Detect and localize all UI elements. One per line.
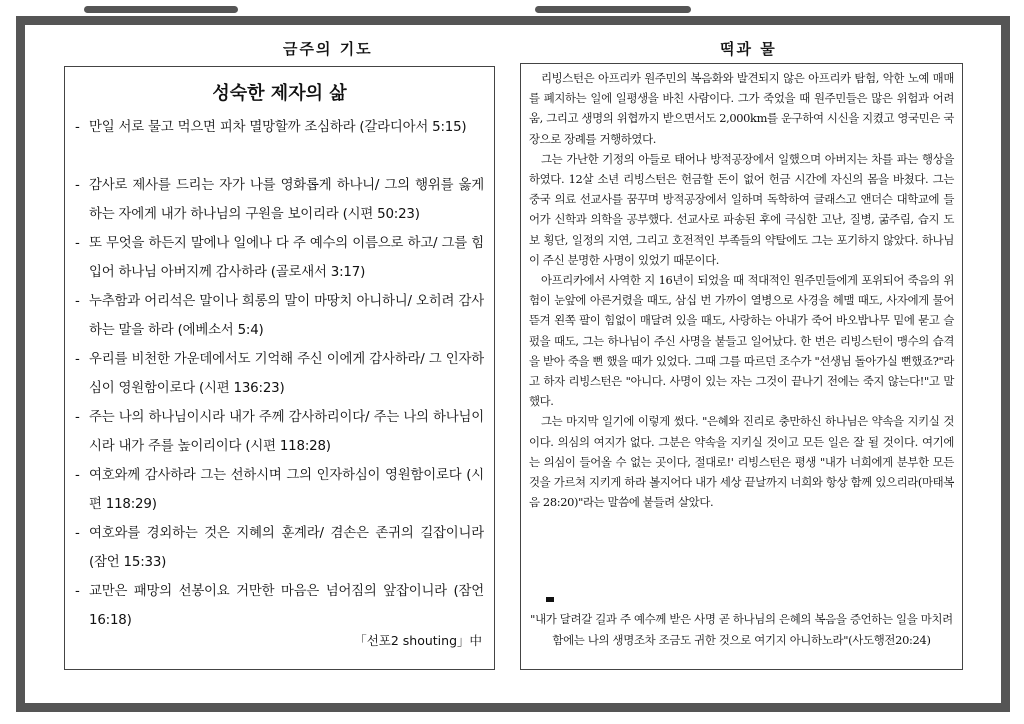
verse-item <box>75 345 484 403</box>
article-paragraph: 그는 마지막 일기에 이렇게 썼다. "은혜와 진리로 충만하신 하나님은 약속을 지키실 것이다. 의심의 여지가 없다. 그분은 약속을 지키실 것이고 모든 일은 잘 될 것이다. 여기에는 의심이 들어올 수 없는 곳이다, 절대로!' 리빙스턴은 평생 "내가 너희에게 분부한 모든 것을 가르쳐 지키게 하라 볼지어다 내가 세상 끝날까지 너희와 항상 함께 있으리라(마태복음 28:20)"라는 말씀에 붙들려 살았다. <box>529 414 954 510</box>
verse-text: 교만은 패망의 선봉이요 거만한 마음은 넘어짐의 앞잡이니라 (잠언 16:18) <box>89 584 484 628</box>
bullet-dash: - <box>75 178 80 193</box>
closing-quote: "내가 달려갈 길과 주 예수께 받은 사명 곧 하나님의 은혜의 복음을 증언하는 일을 마치려 함에는 나의 생명조차 조금도 귀한 것으로 여기지 아니하노라"(사도행전20:24) <box>530 612 953 647</box>
verse-item <box>75 461 484 519</box>
quote-marker <box>546 597 554 602</box>
verse-item <box>75 403 484 461</box>
verse-item <box>75 519 484 577</box>
left-header-title: 금주의 기도 <box>283 40 373 58</box>
verse-list <box>75 113 484 635</box>
article-paragraph: 리빙스턴은 아프리카 원주민의 복음화와 발견되지 않은 아프리카 탐험, 악한 노예 매매를 폐지하는 일에 일평생을 바친 사람이다. 그가 죽었을 때 원주민들은 많은 위험과 어려움, 그리고 생명의 위협까지 받으면서도 2,000km를 운구하여 시신을 지켰고 영국민은 국장으로 장례를 거행하였다. <box>529 71 954 146</box>
source-citation: 「선포2 shouting」中 <box>354 633 482 648</box>
verse-item <box>75 577 484 635</box>
bullet-dash: - <box>75 584 80 599</box>
article-paragraph: 아프리카에서 사역한 지 16년이 되었을 때 적대적인 원주민들에게 포위되어 죽음의 위험이 눈앞에 아른거렸을 때도, 삼십 번 가까이 열병으로 사경을 헤맬 때도, 사자에게 물어 뜯겨 왼쪽 팔이 힘없이 매달려 있을 때도, 사랑하는 아내가 죽어 바오밥나무 밑에 묻고 슬펐을 때도, 그는 하나님이 주신 사명을 붙들고 일어났다. 한 번은 리빙스턴이 맹수의 습격을 받아 죽을 뻔 했을 때가 있었다. 그때 그를 따르던 조수가 "선생님 돌아가실 뻔했죠?"라고 하자 리빙스턴은 "아니다. 사명이 있는 자는 그것이 끝나기 전에는 죽지 않는다!"고 말했다. <box>529 273 954 409</box>
bullet-dash: - <box>75 526 80 541</box>
right-header-title: 떡과 물 <box>720 40 777 58</box>
verse-item <box>75 229 484 287</box>
prayer-box <box>64 66 495 670</box>
bullet-dash: - <box>75 120 80 135</box>
bullet-dash: - <box>75 468 80 483</box>
bullet-dash: - <box>75 294 80 309</box>
verse-text: 만일 서로 물고 먹으면 피차 멸망할까 조심하라 (갈라디아서 5:15) <box>89 120 467 135</box>
prayer-box-title: 성숙한 제자의 삶 <box>212 83 347 104</box>
verse-item <box>75 287 484 345</box>
verse-text: 여호와를 경외하는 것은 지혜의 훈계라/ 겸손은 존귀의 길잡이니라 (잠언 15:33) <box>89 526 484 570</box>
bullet-dash: - <box>75 352 80 367</box>
right-header-bar <box>535 6 691 13</box>
article-paragraph: 그는 가난한 기정의 아들로 태어나 방적공장에서 일했으며 아버지는 차를 파는 행상을 하였다. 12살 소년 리빙스턴은 헌금할 돈이 없어 헌금 시간에 자신의 몸을 바쳤다. 그는 중국 의료 선교사를 꿈꾸며 방적공장에서 일하며 독학하여 글래스고 앤더슨 대학교에 들어가 신학과 의학을 공부했다. 선교사로 파송된 후에 극심한 고난, 질병, 굶주림, 습지 도보 횡단, 일정의 지연, 그리고 호전적인 부족들의 약탈에도 그는 포기하지 않았다. 하나님이 주신 분명한 사명이 있었기 때문이다. <box>529 151 954 267</box>
verse-text: 주는 나의 하나님이시라 내가 주께 감사하리이다/ 주는 나의 하나님이시라 내가 주를 높이리이다 (시편 118:28) <box>89 410 484 454</box>
left-header-bar <box>84 6 238 13</box>
verse-text: 누추함과 어리석은 말이나 희롱의 말이 마땅치 아니하니/ 오히려 감사하는 말을 하라 (에베소서 5:4) <box>89 294 484 338</box>
bullet-dash: - <box>75 236 80 251</box>
verse-item <box>75 171 484 229</box>
article-box <box>520 63 963 670</box>
verse-text: 여호와께 감사하라 그는 선하시며 그의 인자하심이 영원함이로다 (시편 118:29) <box>89 468 484 512</box>
bullet-dash: - <box>75 410 80 425</box>
article-body <box>529 68 954 512</box>
verse-text: 감사로 제사를 드리는 자가 나를 영화롭게 하나니/ 그의 행위를 옳게 하는 자에게 내가 하나님의 구원을 보이리라 (시편 50:23) <box>89 178 484 222</box>
verse-text: 또 무엇을 하든지 말에나 일에나 다 주 예수의 이름으로 하고/ 그를 힘입어 하나님 아버지께 감사하라 (골로새서 3:17) <box>89 236 484 280</box>
verse-item <box>75 113 484 171</box>
verse-text: 우리를 비천한 가운데에서도 기억해 주신 이에게 감사하라/ 그 인자하심이 영원함이로다 (시편 136:23) <box>89 352 484 396</box>
